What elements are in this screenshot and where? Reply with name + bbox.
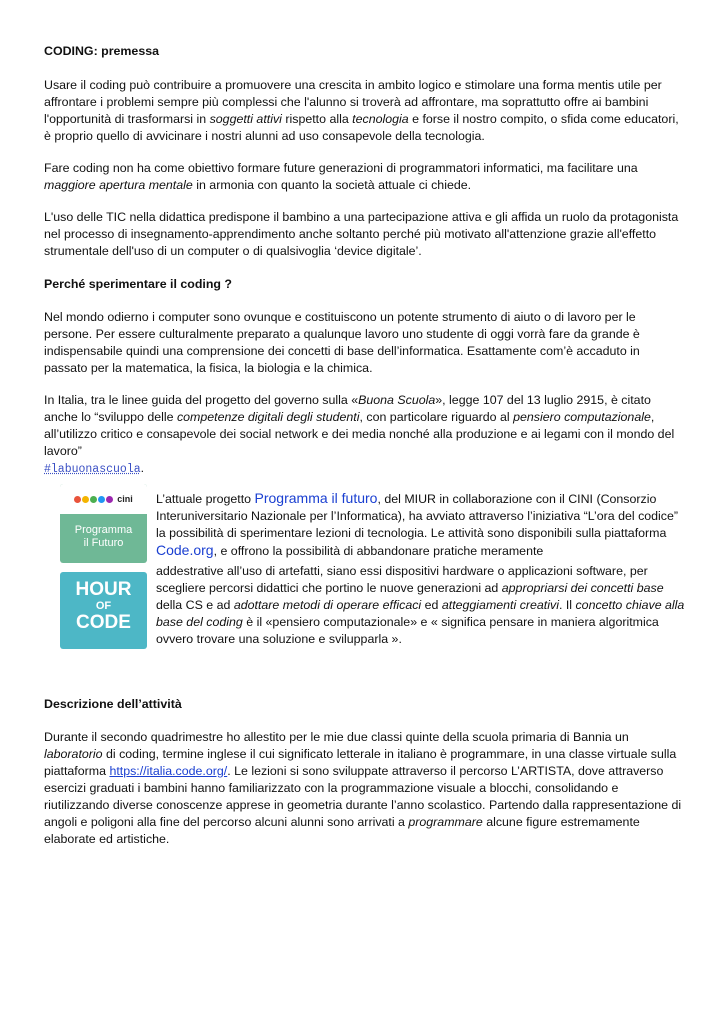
logo-top-bar [60,484,147,514]
text-italic: adottare metodi di operare efficaci [233,598,422,612]
logo-line: CODE [76,612,131,633]
text: Durante il secondo quadrimestre ho allestito per le mie due classi quinte della scuola primaria di Bannia un [44,730,629,744]
logo-line: HOUR [75,579,132,600]
text-italic: appropriarsi dei concetti base [501,581,664,595]
paragraph-programma-futuro [156,490,686,560]
paragraph-descrizione [44,729,684,848]
programma-il-futuro-link[interactable]: Programma il futuro [254,490,378,506]
dot-icon [82,496,89,503]
dot-icon [106,496,113,503]
text: Fare coding non ha come obiettivo formare future generazioni di programmatori informatici, ma facilitare una [44,161,638,175]
text: alcune figure estremamente elaborate ed artistiche. [44,815,640,846]
paragraph-addestrative [156,563,686,648]
text: In Italia, tra le linee guida del progetto del governo sulla « [44,393,359,407]
text: L’attuale progetto [156,492,255,506]
dot-icon [74,496,81,503]
hour-of-code-logo [60,572,147,649]
logo-line: OF [95,600,112,612]
text-italic: concetto chiave alla base del coding [156,598,685,629]
text: della CS e ad [156,598,234,612]
heading-descrizione: Descrizione dell’attività [44,697,182,711]
text: di coding, termine inglese il cui significato letterale in italiano è programmare, in una classe virtuale sulla piattaforma [44,747,677,778]
text: , e offrono la possibilità di abbandonare pratiche meramente [213,544,544,558]
hashtag-link[interactable]: #labuonascuola [44,463,141,476]
programma-il-futuro-logo [60,484,147,563]
text-italic: soggetti attivi [209,112,282,126]
text: rispetto alla [281,112,353,126]
text: ed [421,598,442,612]
text: Usare il coding può contribuire a promuovere una crescita in ambito logico e stimolare una forma mentis utile per affrontare i problemi sempre più complessi che l'alunno si troverà ad affrontare, ma soprattutto offre ai bambini l'opportunità di trasformarsi in [44,78,662,126]
paragraph-intro [44,77,684,145]
italia-code-org-link[interactable]: https://italia.code.org/ [109,764,228,778]
paragraph-buona-scuola [44,392,684,478]
text: . Il [558,598,576,612]
paragraph-obiettivo [44,160,684,194]
text: è il «pensiero computazionale» e « significa pensare in maniera algoritmica ovvero trovare una soluzione e svilupparla ». [156,615,659,646]
text: e forse il nostro compito, o sfida come educatori, è proprio quello di avvicinare i nostri alunni ad uso consapevole della tecnologia. [44,112,679,143]
paragraph-tic: L'uso delle TIC nella didattica predispone il bambino a una partecipazione attiva e gli affida un ruolo da protagonista nel processo di insegnamento-apprendimento anche soltanto perché più motivato all'attenzione grazie all'effetto strumentale dell'uso di un computer o di qualsivoglia ‘device digitale’. [44,210,679,258]
text: , con particolare riguardo al [359,410,514,424]
text: . Le lezioni si sono sviluppate attraverso il percorso L’ARTISTA, dove attraverso esercizi graduati i bambini hanno familiarizzato con la programmazione visuale a blocchi, consolidando e riutilizzando diverse conoscenze apprese in geometria durante l’anno scolastico. Partendo dalla rappresentazione di angoli e poligoni alla fine del percorso alcuni alunni sono arrivati a [44,764,682,829]
heading-perche: Perché sperimentare il coding ? [44,277,232,291]
text-italic: tecnologia [352,112,409,126]
heading-premessa: CODING: premessa [44,44,159,58]
text-italic: maggiore apertura mentale [44,178,193,192]
logo-line: Programma [74,524,133,536]
text: . [140,461,145,475]
cini-logo-text: cini [117,493,133,504]
text-italic: Buona Scuola [358,393,436,407]
code-org-link[interactable]: Code.org [156,542,214,558]
text: addestrative all’uso di artefatti, siano essi dispositivi hardware o applicazioni software, per scegliere percorsi didattici che portino le nuove generazioni ad [156,564,648,595]
paragraph-mondo: Nel mondo odierno i computer sono ovunque e costituiscono un potente strumento di aiuto o di lavoro per le persone. Per essere culturalmente preparato a qualunque lavoro uno studente di oggi vorrà fare da grande è indispensabile quindi una comprensione dei concetti di base dell’informatica. Esattamente com’è accaduto in passato per la matematica, la fisica, la biologia e la chimica. [44,310,640,375]
dot-icon [90,496,97,503]
text: , all’utilizzo critico e consapevole dei social network e dei media nonché alla produzione e ai legami con il mondo del lavoro” [44,410,675,458]
text: , del MIUR in collaborazione con il CINI (Consorzio Interuniversitario Nazionale per l’Informatica), ha avviato attraverso l’iniziativa “L’ora del codice” la possibilità di sperimentare lezioni di tecnologia. Le attività sono disponibili sulla piattaforma [156,492,679,540]
text-italic: laboratorio [44,747,103,761]
logo-caption [60,514,147,550]
dot-icon [98,496,105,503]
text-italic: competenze digitali degli studenti [176,410,360,424]
text-italic: programmare [408,815,483,829]
logo-line: il Futuro [83,537,124,549]
text-italic: atteggiamenti creativi [441,598,559,612]
text: in armonia con quanto la società attuale ci chiede. [192,178,472,192]
text: », legge 107 del 13 luglio 2915, è citato anche lo “sviluppo delle [44,393,651,424]
text-italic: pensiero computazionale [513,410,651,424]
